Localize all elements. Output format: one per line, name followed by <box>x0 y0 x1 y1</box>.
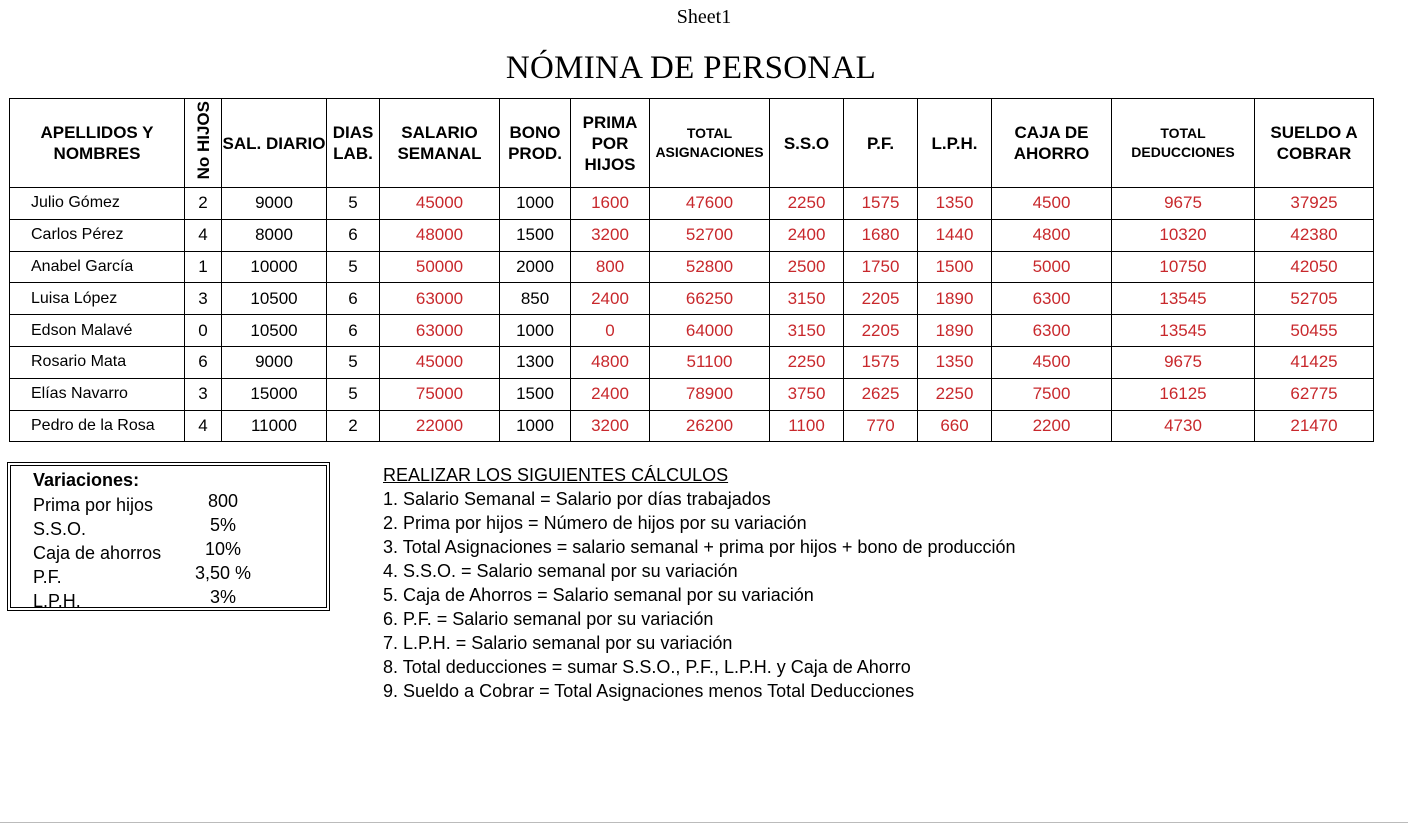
sheet-name: Sheet1 <box>676 6 732 28</box>
table-cell: 5 <box>327 251 380 283</box>
table-cell: 66250 <box>650 283 770 315</box>
column-header: BONO PROD. <box>500 99 571 188</box>
table-cell: 5 <box>327 188 380 220</box>
table-cell: 2250 <box>770 346 844 378</box>
table-cell: 3750 <box>770 378 844 410</box>
table-cell: 52705 <box>1255 283 1374 315</box>
instruction-item: 2. Prima por hijos = Número de hijos por su variación <box>383 513 807 533</box>
table-cell: 1750 <box>844 251 918 283</box>
payroll-table <box>9 98 1374 442</box>
column-header: S.S.O <box>770 99 844 188</box>
table-cell: 52800 <box>650 251 770 283</box>
variacion-value: 3% <box>209 587 236 607</box>
table-cell: 10500 <box>222 283 327 315</box>
table-cell: 4 <box>185 219 222 251</box>
variacion-label: Prima por hijos <box>33 495 154 515</box>
table-cell: 6300 <box>992 283 1112 315</box>
table-cell: 37925 <box>1255 188 1374 220</box>
variacion-value: 10% <box>204 539 242 559</box>
table-cell: 3200 <box>571 219 650 251</box>
employee-name-cell: Anabel García <box>10 251 185 283</box>
instructions-list <box>383 487 1016 703</box>
table-cell: 4800 <box>992 219 1112 251</box>
table-cell: 9000 <box>222 346 327 378</box>
table-cell: 2250 <box>918 378 992 410</box>
column-header-label: No HIJOS <box>193 101 213 180</box>
table-cell: 1890 <box>918 283 992 315</box>
table-cell: 6 <box>327 315 380 347</box>
table-cell: 1500 <box>500 378 571 410</box>
variacion-label: L.P.H. <box>33 591 81 611</box>
variacion-label: S.S.O. <box>33 519 87 539</box>
table-cell: 2400 <box>571 378 650 410</box>
variacion-label: Caja de ahorros <box>33 543 162 563</box>
table-cell: 6 <box>185 346 222 378</box>
table-cell: 3150 <box>770 283 844 315</box>
table-cell: 1350 <box>918 346 992 378</box>
variaciones-title: Variaciones: <box>33 470 140 490</box>
table-cell: 13545 <box>1112 315 1255 347</box>
table-cell: 45000 <box>380 346 500 378</box>
table-cell: 48000 <box>380 219 500 251</box>
column-header: TOTAL ASIGNACIONES <box>650 99 770 188</box>
table-cell: 2205 <box>844 315 918 347</box>
column-header: APELLIDOS Y NOMBRES <box>10 99 185 188</box>
table-row <box>10 188 1374 220</box>
table-cell: 50000 <box>380 251 500 283</box>
table-cell: 47600 <box>650 188 770 220</box>
table-cell: 9000 <box>222 188 327 220</box>
table-cell: 2205 <box>844 283 918 315</box>
table-cell: 1350 <box>918 188 992 220</box>
instruction-item: 5. Caja de Ahorros = Salario semanal por su variación <box>383 585 814 605</box>
table-cell: 1 <box>185 251 222 283</box>
table-cell: 10000 <box>222 251 327 283</box>
table-cell: 2 <box>185 188 222 220</box>
employee-name-cell: Carlos Pérez <box>10 219 185 251</box>
table-cell: 3200 <box>571 410 650 442</box>
instructions-heading: REALIZAR LOS SIGUIENTES CÁLCULOS <box>383 465 729 485</box>
employee-name-cell: Luisa López <box>10 283 185 315</box>
table-cell: 1000 <box>500 188 571 220</box>
table-row <box>10 315 1374 347</box>
page-bottom-divider <box>0 822 1408 823</box>
table-cell: 51100 <box>650 346 770 378</box>
table-cell: 64000 <box>650 315 770 347</box>
table-cell: 1890 <box>918 315 992 347</box>
table-cell: 6300 <box>992 315 1112 347</box>
column-header: TOTAL DEDUCCIONES <box>1112 99 1255 188</box>
table-cell: 10500 <box>222 315 327 347</box>
table-cell: 26200 <box>650 410 770 442</box>
table-cell: 22000 <box>380 410 500 442</box>
table-cell: 52700 <box>650 219 770 251</box>
table-cell: 0 <box>571 315 650 347</box>
table-cell: 3 <box>185 378 222 410</box>
table-cell: 1575 <box>844 346 918 378</box>
column-header: DIAS LAB. <box>327 99 380 188</box>
table-cell: 50455 <box>1255 315 1374 347</box>
table-cell: 1440 <box>918 219 992 251</box>
instructions <box>383 463 1016 703</box>
table-cell: 2200 <box>992 410 1112 442</box>
table-cell: 41425 <box>1255 346 1374 378</box>
table-cell: 78900 <box>650 378 770 410</box>
table-cell: 11000 <box>222 410 327 442</box>
table-cell: 1575 <box>844 188 918 220</box>
table-cell: 4500 <box>992 346 1112 378</box>
instruction-item: 6. P.F. = Salario semanal por su variación <box>383 609 714 629</box>
table-cell: 770 <box>844 410 918 442</box>
variacion-label: P.F. <box>33 567 62 587</box>
table-cell: 2250 <box>770 188 844 220</box>
instruction-item: 8. Total deducciones = sumar S.S.O., P.F., L.P.H. y Caja de Ahorro <box>383 657 911 677</box>
table-cell: 6 <box>327 219 380 251</box>
table-cell: 63000 <box>380 315 500 347</box>
variaciones-inner <box>10 465 327 611</box>
table-cell: 800 <box>571 251 650 283</box>
table-cell: 13545 <box>1112 283 1255 315</box>
table-cell: 6 <box>327 283 380 315</box>
instruction-item: 9. Sueldo a Cobrar = Total Asignaciones menos Total Deducciones <box>383 681 915 701</box>
table-cell: 1100 <box>770 410 844 442</box>
employee-name-cell: Elías Navarro <box>10 378 185 410</box>
table-row <box>10 283 1374 315</box>
table-cell: 1000 <box>500 315 571 347</box>
table-cell: 5 <box>327 378 380 410</box>
variaciones-box <box>7 462 330 611</box>
table-cell: 850 <box>500 283 571 315</box>
table-cell: 10320 <box>1112 219 1255 251</box>
employee-name-cell: Pedro de la Rosa <box>10 410 185 442</box>
table-row <box>10 410 1374 442</box>
table-cell: 3 <box>185 283 222 315</box>
page-title: NÓMINA DE PERSONAL <box>505 50 877 86</box>
table-cell: 4730 <box>1112 410 1255 442</box>
table-cell: 4 <box>185 410 222 442</box>
table-cell: 2 <box>327 410 380 442</box>
employee-name-cell: Rosario Mata <box>10 346 185 378</box>
table-cell: 8000 <box>222 219 327 251</box>
table-cell: 9675 <box>1112 346 1255 378</box>
table-row <box>10 346 1374 378</box>
column-header: SALARIO SEMANAL <box>380 99 500 188</box>
table-cell: 9675 <box>1112 188 1255 220</box>
table-cell: 5000 <box>992 251 1112 283</box>
table-cell: 1500 <box>500 219 571 251</box>
table-cell: 15000 <box>222 378 327 410</box>
table-cell: 1000 <box>500 410 571 442</box>
table-cell: 2500 <box>770 251 844 283</box>
variacion-value: 800 <box>207 491 239 511</box>
table-cell: 4500 <box>992 188 1112 220</box>
table-cell: 7500 <box>992 378 1112 410</box>
table-row <box>10 378 1374 410</box>
column-header <box>185 99 222 188</box>
table-cell: 42380 <box>1255 219 1374 251</box>
table-cell: 1500 <box>918 251 992 283</box>
instruction-item: 4. S.S.O. = Salario semanal por su variación <box>383 561 738 581</box>
table-cell: 10750 <box>1112 251 1255 283</box>
column-header: L.P.H. <box>918 99 992 188</box>
table-cell: 2400 <box>770 219 844 251</box>
table-cell: 4800 <box>571 346 650 378</box>
table-cell: 16125 <box>1112 378 1255 410</box>
instruction-item: 7. L.P.H. = Salario semanal por su variación <box>383 633 733 653</box>
table-cell: 45000 <box>380 188 500 220</box>
table-cell: 1680 <box>844 219 918 251</box>
table-cell: 42050 <box>1255 251 1374 283</box>
table-cell: 1300 <box>500 346 571 378</box>
employee-name-cell: Julio Gómez <box>10 188 185 220</box>
table-cell: 2400 <box>571 283 650 315</box>
table-cell: 75000 <box>380 378 500 410</box>
table-cell: 62775 <box>1255 378 1374 410</box>
column-header: P.F. <box>844 99 918 188</box>
variacion-value: 3,50 % <box>194 563 252 583</box>
table-cell: 5 <box>327 346 380 378</box>
column-header: SAL. DIARIO <box>222 99 327 188</box>
table-cell: 660 <box>918 410 992 442</box>
table-header-row <box>10 99 1374 188</box>
table-cell: 2000 <box>500 251 571 283</box>
employee-name-cell: Edson Malavé <box>10 315 185 347</box>
instruction-item: 3. Total Asignaciones = salario semanal + prima por hijos + bono de producción <box>383 537 1016 557</box>
table-cell: 63000 <box>380 283 500 315</box>
table-cell: 0 <box>185 315 222 347</box>
table-cell: 21470 <box>1255 410 1374 442</box>
table-row <box>10 219 1374 251</box>
column-header: PRIMA POR HIJOS <box>571 99 650 188</box>
variacion-value: 5% <box>209 515 236 535</box>
table-cell: 1600 <box>571 188 650 220</box>
table-body <box>10 188 1374 442</box>
column-header: SUELDO A COBRAR <box>1255 99 1374 188</box>
table-cell: 3150 <box>770 315 844 347</box>
table-cell: 2625 <box>844 378 918 410</box>
instruction-item: 1. Salario Semanal = Salario por días trabajados <box>383 489 771 509</box>
table-row <box>10 251 1374 283</box>
column-header: CAJA DE AHORRO <box>992 99 1112 188</box>
